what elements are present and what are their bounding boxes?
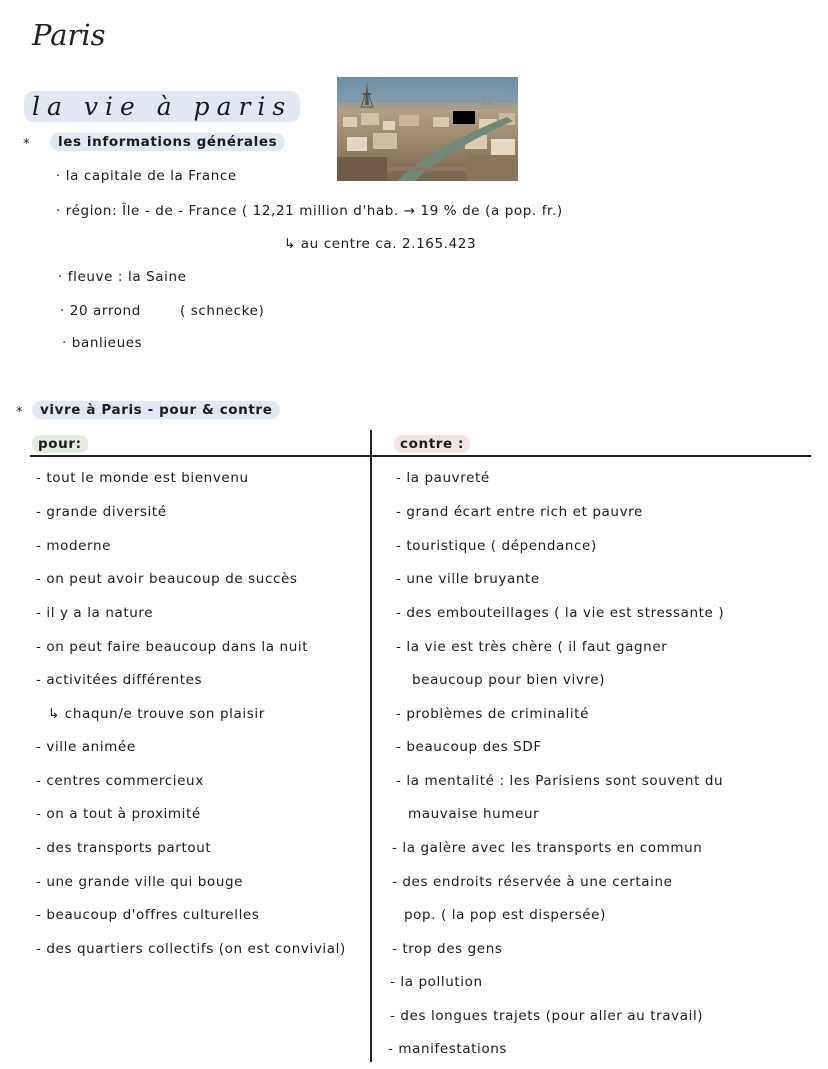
contre-item: - une ville bruyante — [396, 571, 540, 587]
contre-item: - touristique ( dépendance) — [396, 538, 597, 554]
contre-item: - trop des gens — [392, 941, 503, 957]
contre-item: - la pollution — [390, 974, 483, 990]
section1-subtitle-text: les informations générales — [50, 133, 285, 151]
page-title: Paris — [32, 18, 106, 52]
contre-item: - manifestations — [388, 1041, 508, 1057]
pour-item: - grande diversité — [36, 504, 167, 520]
pour-item: - on peut avoir beaucoup de succès — [36, 571, 298, 587]
info-line: · 20 arrond — [60, 303, 141, 319]
pour-item: - une grande ville qui bouge — [36, 874, 244, 890]
contre-header — [394, 436, 470, 452]
pour-item: ↳ chaqun/e trouve son plaisir — [48, 706, 265, 722]
contre-item: - grand écart entre rich et pauvre — [396, 504, 643, 520]
pour-item: - moderne — [36, 538, 112, 554]
pour-item: - centres commercieux — [36, 773, 204, 789]
pour-item: - activitées différentes — [36, 672, 203, 688]
contre-item: - des embouteillages ( la vie est stressante ) — [396, 605, 725, 621]
contre-item: - la mentalité : les Parisiens sont souvent du — [396, 773, 724, 789]
contre-item: - la galère avec les transports en commun — [392, 840, 703, 856]
info-line: · région: Île - de - France ( 12,21 million d'hab. → 19 % de (a pop. fr.) — [56, 203, 563, 219]
pour-item: - on a tout à proximité — [36, 806, 201, 822]
section1-subtitle — [50, 134, 285, 150]
section2-bullet: * — [16, 405, 23, 420]
section2-subtitle — [32, 402, 280, 418]
main-heading — [24, 92, 300, 121]
pour-item: - des quartiers collectifs (on est convivial) — [36, 941, 346, 957]
info-line: · la capitale de la France — [56, 168, 237, 184]
contre-header-text: contre : — [394, 435, 470, 453]
section2-subtitle-text: vivre à Paris - pour & contre — [32, 401, 280, 419]
pour-item: - il y a la nature — [36, 605, 154, 621]
contre-item: mauvaise humeur — [408, 806, 540, 822]
pour-item: - beaucoup d'offres culturelles — [36, 907, 260, 923]
info-line: · banlieues — [62, 335, 143, 351]
pour-item: - ville animée — [36, 739, 136, 755]
contre-item: - la vie est très chère ( il faut gagner — [396, 639, 668, 655]
contre-item: - des endroits réservée à une certaine — [392, 874, 673, 890]
pour-item: - on peut faire beaucoup dans la nuit — [36, 639, 309, 655]
paris-photo — [337, 77, 518, 181]
contre-item: pop. ( la pop est dispersée) — [404, 907, 606, 923]
contre-item: - problèmes de criminalité — [396, 706, 589, 722]
pour-item: - tout le monde est bienvenu — [36, 470, 249, 486]
info-line: ↳ au centre ca. 2.165.423 — [284, 236, 477, 252]
info-line: · fleuve : la Saine — [58, 269, 187, 285]
contre-item: - beaucoup des SDF — [396, 739, 542, 755]
pour-header — [32, 436, 88, 452]
column-divider — [370, 430, 372, 1062]
section1-bullet: * — [23, 137, 30, 152]
contre-item: beaucoup pour bien vivre) — [412, 672, 606, 688]
contre-item: - des longues trajets (pour aller au travail) — [390, 1008, 704, 1024]
contre-item: - la pauvreté — [396, 470, 490, 486]
pour-item: - des transports partout — [36, 840, 212, 856]
info-line: ( schnecke) — [180, 303, 265, 319]
pour-header-text: pour: — [32, 435, 88, 453]
heading-text: la vie à paris — [24, 91, 300, 122]
header-rule — [30, 455, 811, 457]
